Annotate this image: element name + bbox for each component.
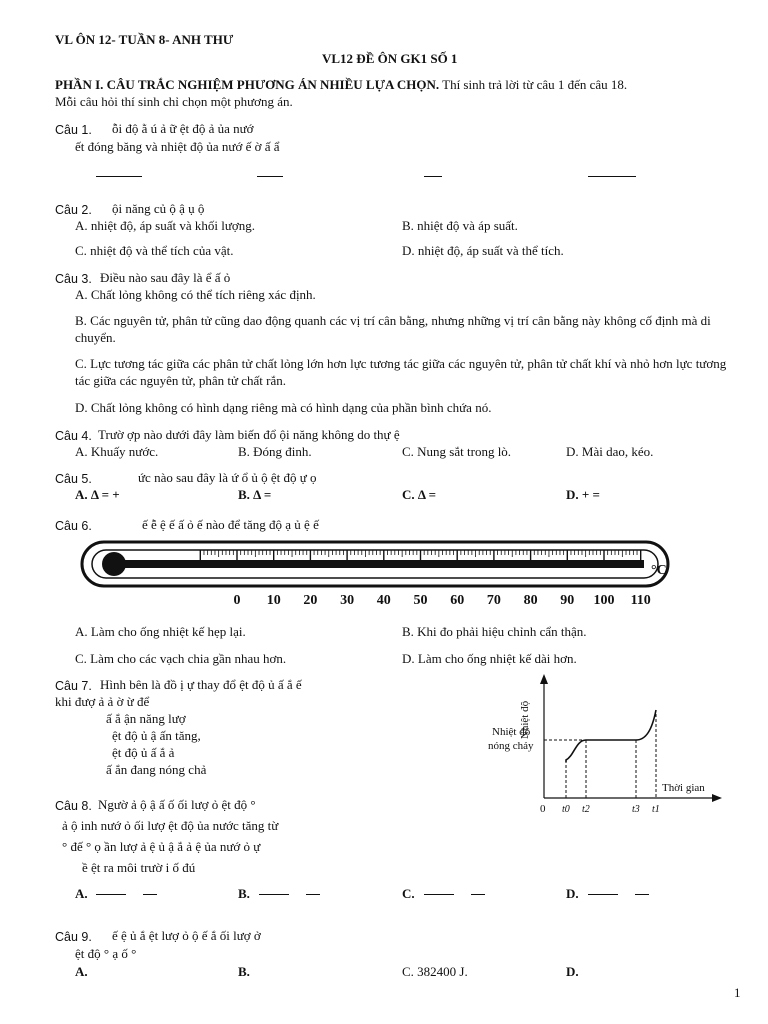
q1-label: Câu 1. bbox=[55, 123, 92, 137]
q4-option-b[interactable]: B. Đóng đinh. bbox=[238, 444, 312, 459]
q5-option-d[interactable]: D. + = bbox=[566, 487, 600, 502]
q7-option-a[interactable]: ấ ắ ận năng lượ bbox=[106, 711, 186, 726]
q9-option-d[interactable]: D. bbox=[566, 964, 579, 979]
q8-option-b-bar-2 bbox=[306, 894, 320, 895]
q9-option-a[interactable]: A. bbox=[75, 964, 88, 979]
exam-title: VL12 ĐỀ ÔN GK1 SỐ 1 bbox=[322, 51, 458, 66]
thermometer-scale-label: 90 bbox=[560, 593, 575, 608]
q4-option-d[interactable]: D. Mài dao, kéo. bbox=[566, 444, 654, 459]
q3-stem: Điều nào sau đây là ể ấ ỏ bbox=[100, 270, 231, 285]
thermometer-scale-label: 80 bbox=[523, 593, 538, 608]
thermometer-scale-label: 60 bbox=[450, 593, 465, 608]
q1-line2: ết đóng băng và nhiệt độ ủa nướ ế ờ ấ ẩ bbox=[75, 139, 280, 154]
q6-stem: ế ễ ệ ế ấ ỏ ế nào để tăng độ ạ ủ ệ ế bbox=[142, 517, 319, 532]
thermometer-scale-label: 0 bbox=[233, 593, 241, 608]
q8-option-d-bar-2 bbox=[635, 894, 649, 895]
q5-label: Câu 5. bbox=[55, 472, 92, 486]
thermometer-ticks bbox=[200, 550, 640, 560]
q1-fraction-bar-d bbox=[588, 176, 636, 177]
part1-instruction bbox=[55, 77, 627, 94]
q2-stem: ội năng củ ộ ậ ụ ộ bbox=[112, 201, 205, 216]
q5-option-a[interactable]: A. Δ = + bbox=[75, 487, 120, 502]
page-number: 1 bbox=[734, 985, 741, 1000]
q5-option-c[interactable]: C. Δ = bbox=[402, 487, 436, 502]
q7-line2: khi đượ ả ả ờ ừ để bbox=[55, 694, 150, 709]
q3-option-c[interactable]: C. Lực tương tác giữa các phân tử chất lỏng lớn hơn lực tương tác giữa các nguyên tử, phân tử chất khí và nhỏ hơn lực tương tác giữa các nguyên tử, phân tử chất rắn. bbox=[75, 356, 727, 388]
q1-fraction-bar-a bbox=[96, 176, 142, 177]
graph-t3-label: t3 bbox=[632, 804, 640, 815]
q4-stem: Trườ ợp nào dưới đây làm biến đổ ội năng không do thự ệ bbox=[98, 427, 400, 442]
q5-option-b[interactable]: B. Δ = bbox=[238, 487, 272, 502]
thermometer-scale-label: 40 bbox=[376, 593, 391, 608]
q9-option-b[interactable]: B. bbox=[238, 964, 250, 979]
q6-option-b[interactable]: B. Khi đo phải hiệu chỉnh cẩn thận. bbox=[402, 624, 587, 639]
q2-option-b[interactable]: B. nhiệt độ và áp suất. bbox=[402, 218, 518, 233]
thermometer-scale-label: 110 bbox=[630, 593, 651, 608]
author-line: VL ÔN 12- TUẦN 8- ANH THƯ bbox=[55, 32, 234, 47]
thermometer-scale-label: 70 bbox=[486, 593, 501, 608]
q8-label: Câu 8. bbox=[55, 799, 92, 813]
thermometer-scale-label: 10 bbox=[266, 593, 281, 608]
graph-t1-label: t1 bbox=[652, 804, 660, 815]
q2-label: Câu 2. bbox=[55, 203, 92, 217]
q8-line3: ° đế ° ọ ần lượ ả ệ ủ ậ ắ ả ệ ủa nướ ỏ ự bbox=[62, 839, 261, 854]
q8-option-d-bar-1 bbox=[588, 894, 618, 895]
thermometer-liquid-column bbox=[114, 560, 644, 568]
q4-option-c[interactable]: C. Nung sắt trong lò. bbox=[402, 444, 512, 459]
q8-option-c-bar-1 bbox=[424, 894, 454, 895]
q1-fraction-bar-b bbox=[257, 176, 283, 177]
q2-option-d[interactable]: D. nhiệt độ, áp suất và thể tích. bbox=[402, 243, 564, 258]
thermometer-unit: °C bbox=[651, 563, 667, 578]
q3-option-b[interactable]: B. Các nguyên tử, phân tử cũng dao động quanh các vị trí cân bằng, nhưng những vị trí cân bằng này không cố định mà di chuyển. bbox=[75, 313, 711, 345]
q8-option-d[interactable]: D. bbox=[566, 886, 579, 901]
graph-t0-label: t0 bbox=[562, 804, 570, 815]
q9-option-c[interactable] bbox=[402, 964, 468, 981]
graph-melt-label-2: nóng chảy bbox=[488, 740, 534, 752]
thermometer-figure bbox=[78, 538, 682, 610]
q9-label: Câu 9. bbox=[55, 930, 92, 944]
q8-option-b-bar-1 bbox=[259, 894, 289, 895]
q9-line2: ệt độ ° ạ ố ° bbox=[75, 946, 137, 961]
q6-option-c[interactable]: C. Làm cho các vạch chia gần nhau hơn. bbox=[75, 651, 287, 666]
q6-option-a[interactable]: A. Làm cho ống nhiệt kế hẹp lại. bbox=[75, 624, 246, 639]
q8-option-a-bar-1 bbox=[96, 894, 126, 895]
thermometer-scale-label: 50 bbox=[413, 593, 428, 608]
q5-stem: ức nào sau đây là ứ ổ ủ ộ ệt độ ự ọ bbox=[138, 470, 317, 485]
q8-option-b[interactable]: B. bbox=[238, 886, 250, 901]
q3-option-a[interactable]: A. Chất lỏng không có thể tích riêng xác định. bbox=[75, 287, 316, 302]
q4-label: Câu 4. bbox=[55, 429, 92, 443]
q7-option-b[interactable]: ệt độ ủ ậ ấn tăng, bbox=[112, 728, 201, 743]
q6-label: Câu 6. bbox=[55, 519, 92, 533]
q3-label: Câu 3. bbox=[55, 272, 92, 286]
q7-option-c[interactable]: ệt độ ủ ấ ắ ả bbox=[112, 745, 175, 760]
x-axis-arrow bbox=[712, 794, 722, 802]
q6-option-d[interactable]: D. Làm cho ống nhiệt kế dài hơn. bbox=[402, 651, 577, 666]
q1-line1: ỗi độ ằ ú ả ữ ệt độ ả ủa nướ bbox=[112, 121, 254, 136]
part1-instruction-line2: Mỗi câu hỏi thí sinh chỉ chọn một phương án. bbox=[55, 94, 293, 109]
thermometer-scale-labels bbox=[234, 593, 651, 608]
q8-option-c[interactable]: C. bbox=[402, 886, 415, 901]
q2-option-c[interactable]: C. nhiệt độ và thể tích của vật. bbox=[75, 243, 234, 258]
graph-origin-label: 0 bbox=[540, 803, 546, 815]
y-axis-arrow bbox=[540, 674, 548, 684]
temperature-time-graph bbox=[480, 670, 730, 820]
part1-heading: PHẦN I. CÂU TRẮC NGHIỆM PHƯƠNG ÁN NHIỀU LỰA CHỌN. bbox=[55, 77, 440, 92]
q8-line2: ả ộ inh nướ ỏ ối lượ ệt độ ủa nước tăng từ bbox=[62, 818, 279, 833]
q9-option-c-text: C. 382400 J. bbox=[402, 964, 468, 979]
q8-line4: ề ệt ra môi trườ i ố đú bbox=[82, 860, 196, 875]
q8-line1: Ngườ ả ộ ậ ấ ố ối lượ ỏ ệt độ ° bbox=[98, 797, 256, 812]
q9-line1: ế ệ ủ ắ ệt lượ ỏ ộ ế ắ ối lượ ở bbox=[112, 928, 261, 943]
q3-option-d[interactable]: D. Chất lỏng không có hình dạng riêng mà có hình dạng của phần bình chứa nó. bbox=[75, 400, 492, 415]
q4-option-a[interactable]: A. Khuấy nước. bbox=[75, 444, 159, 459]
thermometer-scale-label: 100 bbox=[593, 593, 615, 608]
q7-line1: Hình bên là đồ ị ự thay đổ ệt độ ủ ấ ắ ế bbox=[100, 677, 302, 692]
q2-option-a[interactable]: A. nhiệt độ, áp suất và khối lượng. bbox=[75, 218, 256, 233]
q8-option-c-bar-2 bbox=[471, 894, 485, 895]
q7-option-d[interactable]: ấ ắn đang nóng chả bbox=[106, 762, 207, 777]
graph-y-label: Nhiệt độ bbox=[519, 700, 531, 740]
graph-x-label: Thời gian bbox=[662, 782, 705, 794]
part1-instruction-rest: Thí sinh trả lời từ câu 1 đến câu 18. bbox=[439, 77, 628, 92]
q1-fraction-bar-c bbox=[424, 176, 442, 177]
q8-option-a-bar-2 bbox=[143, 894, 157, 895]
thermometer-scale-label: 20 bbox=[303, 593, 318, 608]
thermometer-scale-label: 30 bbox=[340, 593, 355, 608]
graph-t2-label: t2 bbox=[582, 804, 590, 815]
graph-melt-label-1: Nhiệt độ bbox=[492, 726, 531, 738]
temperature-curve bbox=[566, 710, 656, 762]
q7-label: Câu 7. bbox=[55, 679, 92, 693]
q8-option-a[interactable]: A. bbox=[75, 886, 88, 901]
